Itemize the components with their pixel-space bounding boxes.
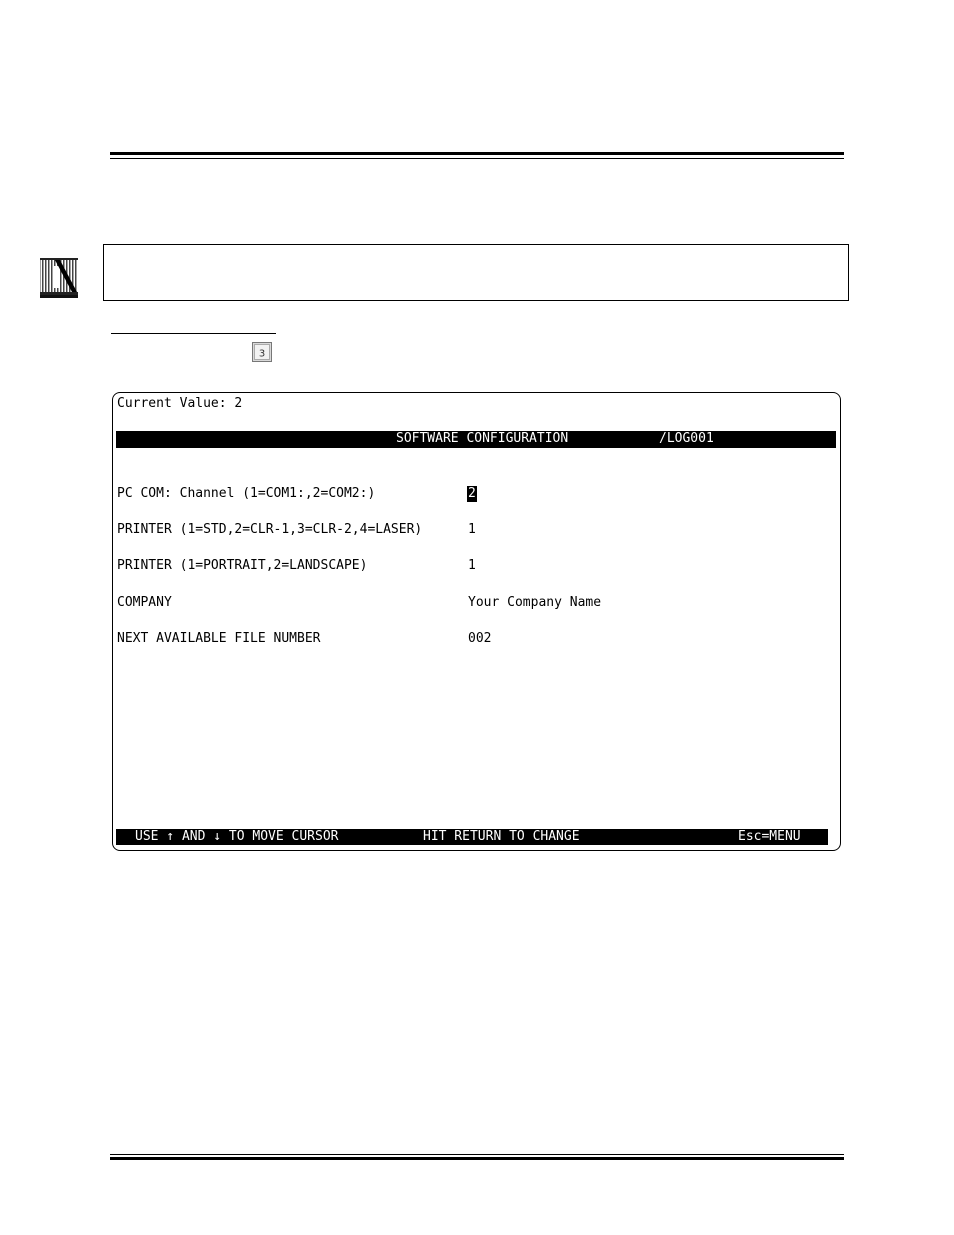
footer-rule-thick [110,1157,844,1160]
field-value[interactable]: 002 [468,631,492,646]
field-label: PC COM: Channel (1=COM1:,2=COM2:) [117,486,376,501]
field-value[interactable]: Your Company Name [468,595,602,610]
section-heading-underline [111,333,276,334]
note-box [103,244,849,301]
field-label: NEXT AVAILABLE FILE NUMBER [117,631,321,646]
terminal-screen [112,392,841,851]
footer-rule-thin [110,1154,844,1155]
move-cursor-hint: USE ↑ AND ↓ TO MOVE CURSOR [135,829,339,844]
keypad-key-icon [252,342,272,362]
esc-menu-hint: Esc=MENU [738,829,801,844]
field-value-selected[interactable]: 2 [468,486,476,501]
note-book-icon [39,256,79,298]
field-label: PRINTER (1=PORTRAIT,2=LANDSCAPE) [117,558,368,573]
header-rule-thin [110,158,844,159]
screen-title: SOFTWARE CONFIGURATION [396,431,569,446]
field-value[interactable]: 1 [468,558,476,573]
svg-text:3: 3 [258,348,266,360]
field-label: PRINTER (1=STD,2=CLR-1,3=CLR-2,4=LASER) [117,522,423,537]
field-label: COMPANY [117,595,172,610]
change-hint: HIT RETURN TO CHANGE [423,829,580,844]
title-bar [116,431,836,448]
field-value[interactable]: 1 [468,522,476,537]
header-rule-thick [110,152,844,155]
log-id: /LOG001 [659,431,714,446]
current-value-label: Current Value: 2 [117,396,243,411]
status-bar [116,829,828,845]
